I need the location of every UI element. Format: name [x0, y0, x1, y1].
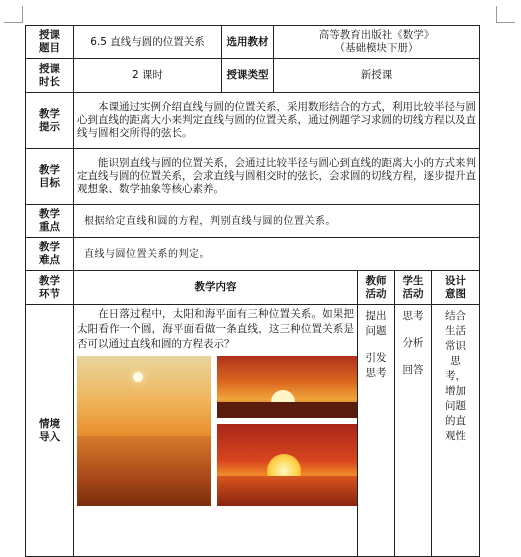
row-tips [26, 93, 480, 149]
label-student: 学生 活动 [395, 271, 432, 305]
goals-text: 能识别直线与圆的位置关系，会通过比较半径与圆心到直线的距离大小的方式来判定直线与圆的位置关系，会求直线与圆相交时的弦长，会求圆的切线方程，逐步提升直观想象、数学抽象等核心素养。 [74, 149, 480, 205]
lesson-plan-table [25, 25, 480, 557]
tips-text: 本课通过实例介绍直线与圆的位置关系，采用数形结合的方式，利用比较半径与圆心到直线的距离大小来判定直线与圆的位置关系，通过例题学习求圆的切线方程以及直线与圆相交所得的弦长。 [74, 93, 480, 149]
sunset-photo-sun-crossing [217, 424, 358, 506]
label-goals: 教学 目标 [26, 149, 74, 205]
topic-value: 6.5 直线与圆的位置关系 [74, 26, 222, 59]
sunset-photo-sun-above [77, 356, 211, 506]
row-topic [26, 26, 480, 59]
label-type: 授课类型 [222, 59, 274, 93]
sunset-photos [77, 356, 354, 556]
label-textbook: 选用教材 [222, 26, 274, 59]
row-hours [26, 59, 480, 93]
teacher-activity: 提出 问题 引发 思考 [358, 305, 395, 557]
label-content: 教学内容 [74, 271, 358, 305]
student-activity: 思考 分析 回答 [395, 305, 432, 557]
intro-text: 在日落过程中，太阳和海平面有三种位置关系。如果把太阳看作一个圆，海平面看做一条直线，这三种位置关系是否可以通过直线和圆的方程表示？ [77, 308, 354, 350]
difficulty-text: 直线与圆位置关系的判定。 [74, 238, 480, 271]
label-tips: 教学 提示 [26, 93, 74, 149]
label-topic: 授课 题目 [26, 26, 74, 59]
page-corner-mark-right [496, 6, 515, 23]
row-difficulty [26, 238, 480, 271]
label-key: 教学 重点 [26, 205, 74, 238]
label-stage: 教学 环节 [26, 271, 74, 305]
textbook-value: 高等教育出版社《数学》 （基础模块下册） [274, 26, 480, 59]
label-design: 设计 意图 [432, 271, 480, 305]
row-goals [26, 149, 480, 205]
label-hours: 授课 时长 [26, 59, 74, 93]
page-corner-mark [4, 6, 23, 23]
hours-value: 2 课时 [74, 59, 222, 93]
intro-content [74, 305, 358, 557]
label-teacher: 教师 活动 [358, 271, 395, 305]
row-key [26, 205, 480, 238]
row-intro [26, 305, 480, 557]
row-process-header [26, 271, 480, 305]
label-intro-stage: 情境 导入 [26, 305, 74, 557]
key-text: 根据给定直线和圆的方程，判别直线与圆的位置关系。 [74, 205, 480, 238]
label-difficulty: 教学 难点 [26, 238, 74, 271]
design-intent: 结合 生活 常识 思 考， 增加 问题 的直 观性 [432, 305, 480, 557]
sunset-photo-sun-setting [217, 356, 358, 418]
type-value: 新授课 [274, 59, 480, 93]
